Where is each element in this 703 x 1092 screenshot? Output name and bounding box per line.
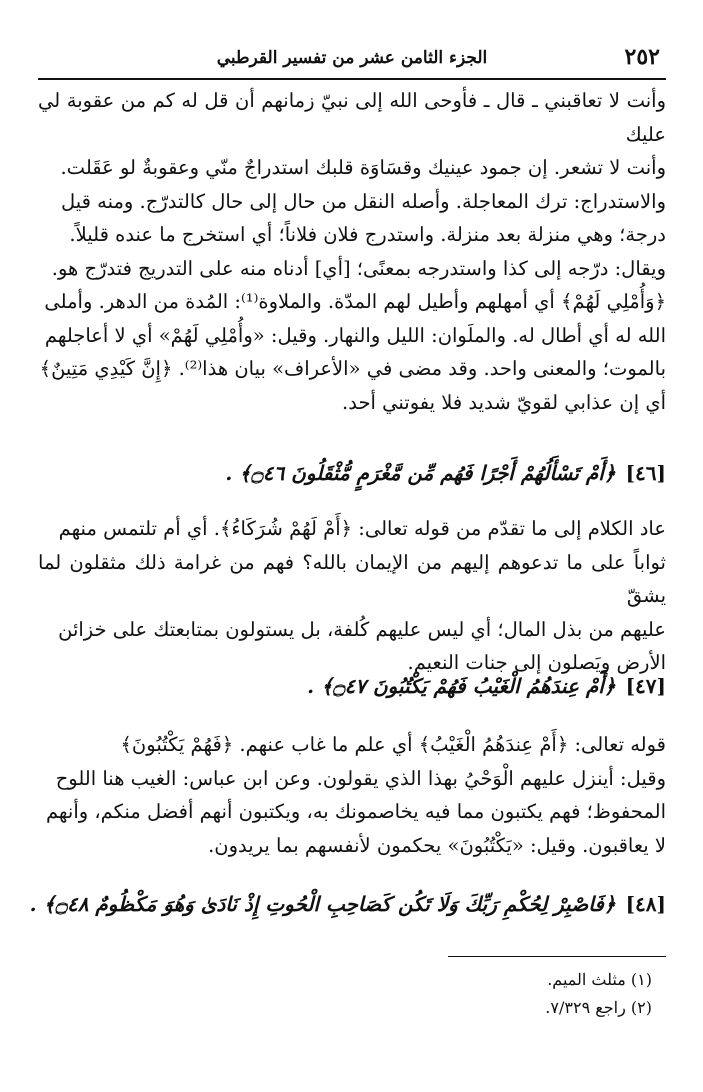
book-page [29, 38, 666, 1068]
text-line: عليهم من بذل المال؛ أي ليس عليهم كُلفة، بل يستولون بمتابعتك على خزائن [58, 617, 666, 641]
commentary-paragraph-2 [38, 512, 666, 680]
text-line: أي إن عذابي لقويّ شديد فلا يفوتني أحد. [342, 390, 666, 414]
text-line: بالموت؛ والمعنى واحد. وقد مضى في «الأعراف» بيان هذا⁽²⁾. ﴿إِنَّ كَيْدِي مَتِينٌ﴾ [39, 357, 666, 380]
text-line: الأرض ويَصلون إلى جنات النعيم. [407, 651, 666, 674]
verse-text: ﴿فَاصْبِرْ لِحُكْمِ رَبِّكَ وَلَا تَكُن كَصَاحِبِ الْحُوتِ إِذْ نَادَىٰ وَهُوَ مَكْظُومٌ ۝٤٨﴾ . [29, 892, 616, 916]
verse-number: [٤٨] [625, 892, 666, 916]
header-divider [38, 78, 666, 80]
verse-heading-46 [38, 456, 666, 490]
text-line: عاد الكلام إلى ما تقدّم من قوله تعالى: ﴿أَمْ لَهُمْ شُرَكَاءُ﴾. أي أم تلتمس منهم [58, 517, 666, 540]
text-line: قوله تعالى: ﴿أَمْ عِندَهُمُ الْغَيْبُ﴾ أي علم ما غاب عنهم. ﴿فَهُمْ يَكْتُبُونَ﴾ [120, 733, 666, 756]
footnote: (١) مثلث الميم. [547, 970, 652, 989]
text-line: وأنت لا تشعر. إن جمود عينيك وقسَاوَة قلبك استدراجٌ منّي وعقوبةٌ لو عَقَلت. [60, 156, 666, 179]
running-title: الجزء الثامن عشر من تفسير القرطبي [216, 48, 488, 68]
text-line: لا يعاقبون. وقيل: «يَكْتُبُونَ» يحكمون لأنفسهم بما يريدون. [208, 833, 666, 857]
text-line: والاستدراج: ترك المعاجلة. وأصله النقل من حال إلى حال كالتدرّج. ومنه قيل [60, 189, 666, 213]
page-number: ٢٥٢ [624, 44, 660, 70]
commentary-paragraph-1 [38, 84, 666, 419]
text-line: ﴿وَأُمْلِي لَهُمْ﴾ أي أمهلهم وأطيل لهم المدّة. والملاوة⁽¹⁾: المُدة من الدهر. وأملى [44, 290, 666, 313]
verse-number: [٤٧] [625, 674, 666, 698]
verse-heading-48 [29, 887, 666, 921]
page-header [38, 44, 666, 74]
text-line: وأنت لا تعاقبني ـ قال ـ فأوحى الله إلى نبيّ زمانهم أن قل له كم من عقوبة لي عليك [38, 89, 666, 146]
text-line: الله له أي أطال له. والملَوان: الليل والنهار. وقيل: «وأُمْلِي لَهُمْ» أي لا أعاجلهم [44, 323, 666, 347]
text-line: وقيل: أينزل عليهم الْوَحْيُ بهذا الذي يقولون. وعن ابن عباس: الغيب هنا اللوح [55, 766, 666, 790]
text-line: المحفوظ؛ فهم يكتبون مما فيه يخاصمونك به، ويكتبون أنهم أفضل منكم، وأنهم [45, 800, 666, 823]
verse-number: [٤٦] [625, 461, 666, 485]
verse-text: ﴿أَمْ تَسْأَلُهُمْ أَجْرًا فَهُم مِّن مَّغْرَمٍ مُّثْقَلُونَ ۝٤٦﴾ . [225, 461, 616, 485]
footnotes [545, 966, 652, 1022]
verse-text: ﴿أَمْ عِندَهُمُ الْغَيْبُ فَهُمْ يَكْتُبُونَ ۝٤٧﴾ . [307, 674, 616, 698]
verse-heading-47 [38, 669, 666, 703]
text-line: درجة؛ وهي منزلة بعد منزلة. واستدرج فلان فلاناً؛ أي استخرج ما عنده قليلاً. [69, 223, 666, 246]
commentary-paragraph-3 [38, 728, 666, 862]
footnote-divider [448, 956, 666, 957]
text-line: ويقال: درّجه إلى كذا واستدرجه بمعنًى؛ [أي] أدناه منه على التدريج فتدرّج هو. [51, 256, 666, 280]
text-line: ثواباً على ما تدعوهم إليهم من الإيمان بالله؟ فهم من غرامة ذلك مثقلون لما يشقّ [38, 550, 666, 607]
footnote: (٢) راجع ٧/٣٢٩. [545, 998, 652, 1017]
